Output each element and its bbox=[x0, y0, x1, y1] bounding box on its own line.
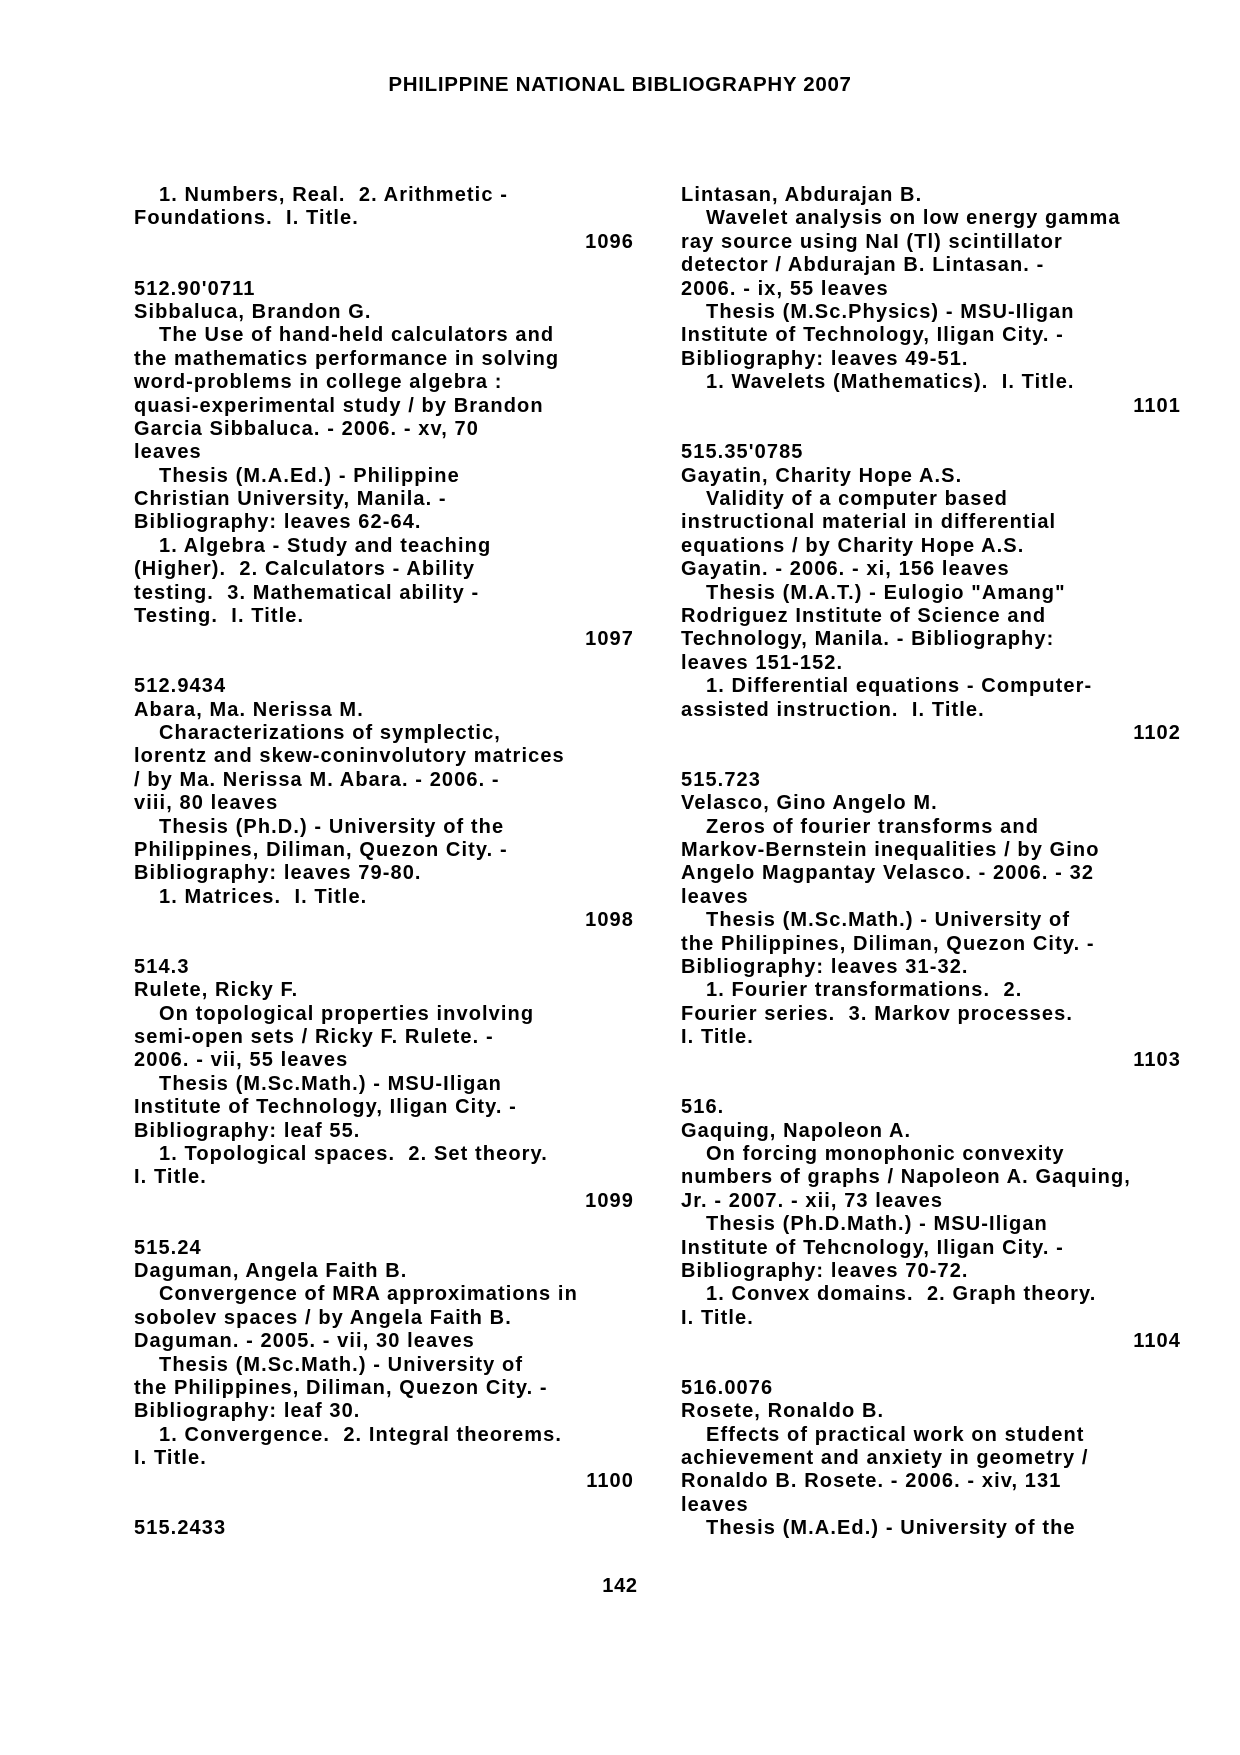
entry-line: viii, 80 leaves bbox=[134, 792, 279, 815]
entry-line: Bibliography: leaves 79-80. bbox=[134, 862, 422, 885]
entry-line: 1. Convergence. 2. Integral theorems. bbox=[159, 1423, 563, 1446]
entry-line: 1. Convex domains. 2. Graph theory. bbox=[706, 1283, 1097, 1306]
entry-separator bbox=[134, 1213, 634, 1236]
entry-separator bbox=[681, 418, 1181, 441]
entry-line: Thesis (M.A.Ed.) - University of the bbox=[706, 1517, 1076, 1540]
entry-line: Zeros of fourier transforms and bbox=[706, 815, 1040, 838]
entry-line: the Philippines, Diliman, Quezon City. - bbox=[134, 1376, 548, 1399]
entry-line: I. Title. bbox=[134, 1447, 207, 1470]
entry-separator bbox=[134, 652, 634, 675]
entry-line: Institute of Technology, Iligan City. - bbox=[134, 1096, 517, 1119]
entry-line: On topological properties involving bbox=[159, 1002, 535, 1025]
entry-line: leaves bbox=[681, 1493, 749, 1516]
entry-line: Gaquing, Napoleon A. bbox=[681, 1119, 912, 1142]
page-header: PHILIPPINE NATIONAL BIBLIOGRAPHY 2007 bbox=[388, 73, 852, 96]
entry-number: 1101 bbox=[1133, 394, 1181, 417]
entry-line: Daguman, Angela Faith B. bbox=[134, 1259, 408, 1282]
entry-line: (Higher). 2. Calculators - Ability bbox=[134, 558, 476, 581]
entry-number: 1099 bbox=[585, 1189, 634, 1212]
entry-line: Rosete, Ronaldo B. bbox=[681, 1400, 885, 1423]
entry-line: Testing. I. Title. bbox=[134, 605, 305, 628]
entry-line: 515.723 bbox=[681, 768, 761, 791]
entry-line: I. Title. bbox=[681, 1306, 754, 1329]
entry-line: Bibliography: leaves 62-64. bbox=[134, 511, 422, 534]
page-number: 142 bbox=[602, 1575, 638, 1597]
right-column bbox=[681, 184, 1181, 1541]
entry-line: Bibliography: leaves 70-72. bbox=[681, 1259, 969, 1282]
entry-line: 1. Topological spaces. 2. Set theory. bbox=[159, 1143, 548, 1166]
entry-line: Bibliography: leaf 30. bbox=[134, 1400, 361, 1423]
entry-line: achievement and anxiety in geometry / bbox=[681, 1447, 1089, 1470]
entry-line: Angelo Magpantay Velasco. - 2006. - 32 bbox=[681, 862, 1095, 885]
entry-line: Thesis (Ph.D.) - University of the bbox=[159, 815, 505, 838]
entry-line: Gayatin. - 2006. - xi, 156 leaves bbox=[681, 558, 1010, 581]
entry-line: Thesis (M.A.Ed.) - Philippine bbox=[159, 464, 460, 487]
entry-line: 516. bbox=[681, 1096, 725, 1119]
entry-separator bbox=[681, 745, 1181, 768]
entry-line: quasi-experimental study / by Brandon bbox=[134, 394, 544, 417]
entry-line: I. Title. bbox=[681, 1026, 754, 1049]
entry-line: 1. Differential equations - Computer- bbox=[706, 675, 1093, 698]
entry-line: Velasco, Gino Angelo M. bbox=[681, 792, 938, 815]
entry-line: Markov-Bernstein inequalities / by Gino bbox=[681, 838, 1100, 861]
entry-line: Thesis (Ph.D.Math.) - MSU-Iligan bbox=[706, 1213, 1048, 1236]
entry-line: testing. 3. Mathematical ability - bbox=[134, 581, 480, 604]
entry-separator bbox=[681, 1354, 1181, 1377]
entry-line: 515.35'0785 bbox=[681, 441, 804, 464]
entry-line: On forcing monophonic convexity bbox=[706, 1143, 1065, 1166]
entry-line: Thesis (M.Sc.Math.) - MSU-Iligan bbox=[159, 1072, 502, 1095]
entry-line: Thesis (M.Sc.Math.) - University of bbox=[159, 1353, 524, 1376]
entry-line: Ronaldo B. Rosete. - 2006. - xiv, 131 bbox=[681, 1470, 1062, 1493]
entry-line: leaves bbox=[681, 885, 749, 908]
entry-number: 1100 bbox=[586, 1470, 634, 1493]
entry-line: Thesis (M.Sc.Physics) - MSU-Iligan bbox=[706, 300, 1075, 323]
entry-line: Rodriguez Institute of Science and bbox=[681, 605, 1047, 628]
entry-line: leaves bbox=[134, 441, 202, 464]
entry-line: Abara, Ma. Nerissa M. bbox=[134, 698, 364, 721]
entry-line: Technology, Manila. - Bibliography: bbox=[681, 628, 1055, 651]
entry-line: Validity of a computer based bbox=[706, 488, 1008, 511]
entry-line: 516.0076 bbox=[681, 1376, 774, 1399]
entry-line: 512.90'0711 bbox=[134, 277, 256, 300]
entry-line: 1. Fourier transformations. 2. bbox=[706, 979, 1023, 1002]
entry-line: Effects of practical work on student bbox=[706, 1423, 1085, 1446]
entry-line: ray source using NaI (Tl) scintillator bbox=[681, 230, 1063, 253]
entry-number: 1104 bbox=[1133, 1330, 1181, 1353]
entry-line: 1. Algebra - Study and teaching bbox=[159, 534, 492, 557]
entry-line: Christian University, Manila. - bbox=[134, 488, 447, 511]
entry-line: assisted instruction. I. Title. bbox=[681, 698, 985, 721]
entry-line: Sibbaluca, Brandon G. bbox=[134, 300, 372, 323]
entry-line: the mathematics performance in solving bbox=[134, 347, 560, 370]
entry-line: Thesis (M.Sc.Math.) - University of bbox=[706, 909, 1071, 932]
entry-number: 1097 bbox=[585, 628, 634, 651]
entry-line: Philippines, Diliman, Quezon City. - bbox=[134, 838, 508, 861]
entry-line: Lintasan, Abdurajan B. bbox=[681, 184, 923, 206]
entry-line: 1. Wavelets (Mathematics). I. Title. bbox=[706, 371, 1075, 394]
entry-number: 1102 bbox=[1133, 721, 1181, 744]
entry-line: word-problems in college algebra : bbox=[134, 371, 503, 394]
entry-line: 1. Numbers, Real. 2. Arithmetic - bbox=[159, 184, 508, 206]
entry-line: semi-open sets / Ricky F. Rulete. - bbox=[134, 1026, 494, 1049]
entry-line: 2006. - vii, 55 leaves bbox=[134, 1049, 349, 1072]
entry-line: The Use of hand-held calculators and bbox=[159, 324, 555, 347]
entry-line: numbers of graphs / Napoleon A. Gaquing, bbox=[681, 1166, 1131, 1189]
entry-line: leaves 151-152. bbox=[681, 651, 844, 674]
entry-line: I. Title. bbox=[134, 1166, 207, 1189]
entry-line: Jr. - 2007. - xii, 73 leaves bbox=[681, 1189, 944, 1212]
entry-line: Fourier series. 3. Markov processes. bbox=[681, 1002, 1073, 1025]
entry-line: 515.24 bbox=[134, 1236, 202, 1259]
entry-line: Institute of Tehcnology, Iligan City. - bbox=[681, 1236, 1064, 1259]
entry-line: instructional material in differential bbox=[681, 511, 1057, 534]
entry-line: the Philippines, Diliman, Quezon City. - bbox=[681, 932, 1095, 955]
entry-line: Convergence of MRA approximations in bbox=[159, 1283, 578, 1306]
entry-line: 515.2433 bbox=[134, 1517, 227, 1540]
entry-line: Foundations. I. Title. bbox=[134, 207, 359, 230]
entry-line: Bibliography: leaf 55. bbox=[134, 1119, 361, 1142]
entry-line: 512.9434 bbox=[134, 675, 227, 698]
entry-line: Daguman. - 2005. - vii, 30 leaves bbox=[134, 1330, 475, 1353]
entry-line: / by Ma. Nerissa M. Abara. - 2006. - bbox=[134, 768, 500, 791]
entry-line: 514.3 bbox=[134, 955, 190, 978]
entry-separator bbox=[134, 254, 634, 277]
entry-line: 2006. - ix, 55 leaves bbox=[681, 277, 889, 300]
entry-separator bbox=[134, 933, 634, 956]
entry-line: Characterizations of symplectic, bbox=[159, 721, 501, 744]
entry-line: Rulete, Ricky F. bbox=[134, 979, 299, 1002]
entry-line: Gayatin, Charity Hope A.S. bbox=[681, 464, 963, 487]
entry-line: equations / by Charity Hope A.S. bbox=[681, 534, 1025, 557]
entry-line: Wavelet analysis on low energy gamma bbox=[706, 207, 1121, 230]
entry-line: lorentz and skew-coninvolutory matrices bbox=[134, 745, 565, 768]
entry-line: Garcia Sibbaluca. - 2006. - xv, 70 bbox=[134, 417, 479, 440]
entry-number: 1096 bbox=[585, 230, 634, 253]
entry-number: 1103 bbox=[1133, 1049, 1181, 1072]
entry-line: 1. Matrices. I. Title. bbox=[159, 885, 368, 908]
entry-separator bbox=[681, 1073, 1181, 1096]
left-column bbox=[134, 184, 634, 1541]
entry-line: Thesis (M.A.T.) - Eulogio "Amang" bbox=[706, 581, 1066, 604]
entry-line: detector / Abdurajan B. Lintasan. - bbox=[681, 254, 1045, 277]
entry-line: Bibliography: leaves 49-51. bbox=[681, 347, 969, 370]
entry-line: Bibliography: leaves 31-32. bbox=[681, 955, 969, 978]
entry-separator bbox=[134, 1494, 634, 1517]
entry-line: sobolev spaces / by Angela Faith B. bbox=[134, 1306, 512, 1329]
entry-number: 1098 bbox=[585, 909, 634, 932]
entry-line: Institute of Technology, Iligan City. - bbox=[681, 324, 1064, 347]
